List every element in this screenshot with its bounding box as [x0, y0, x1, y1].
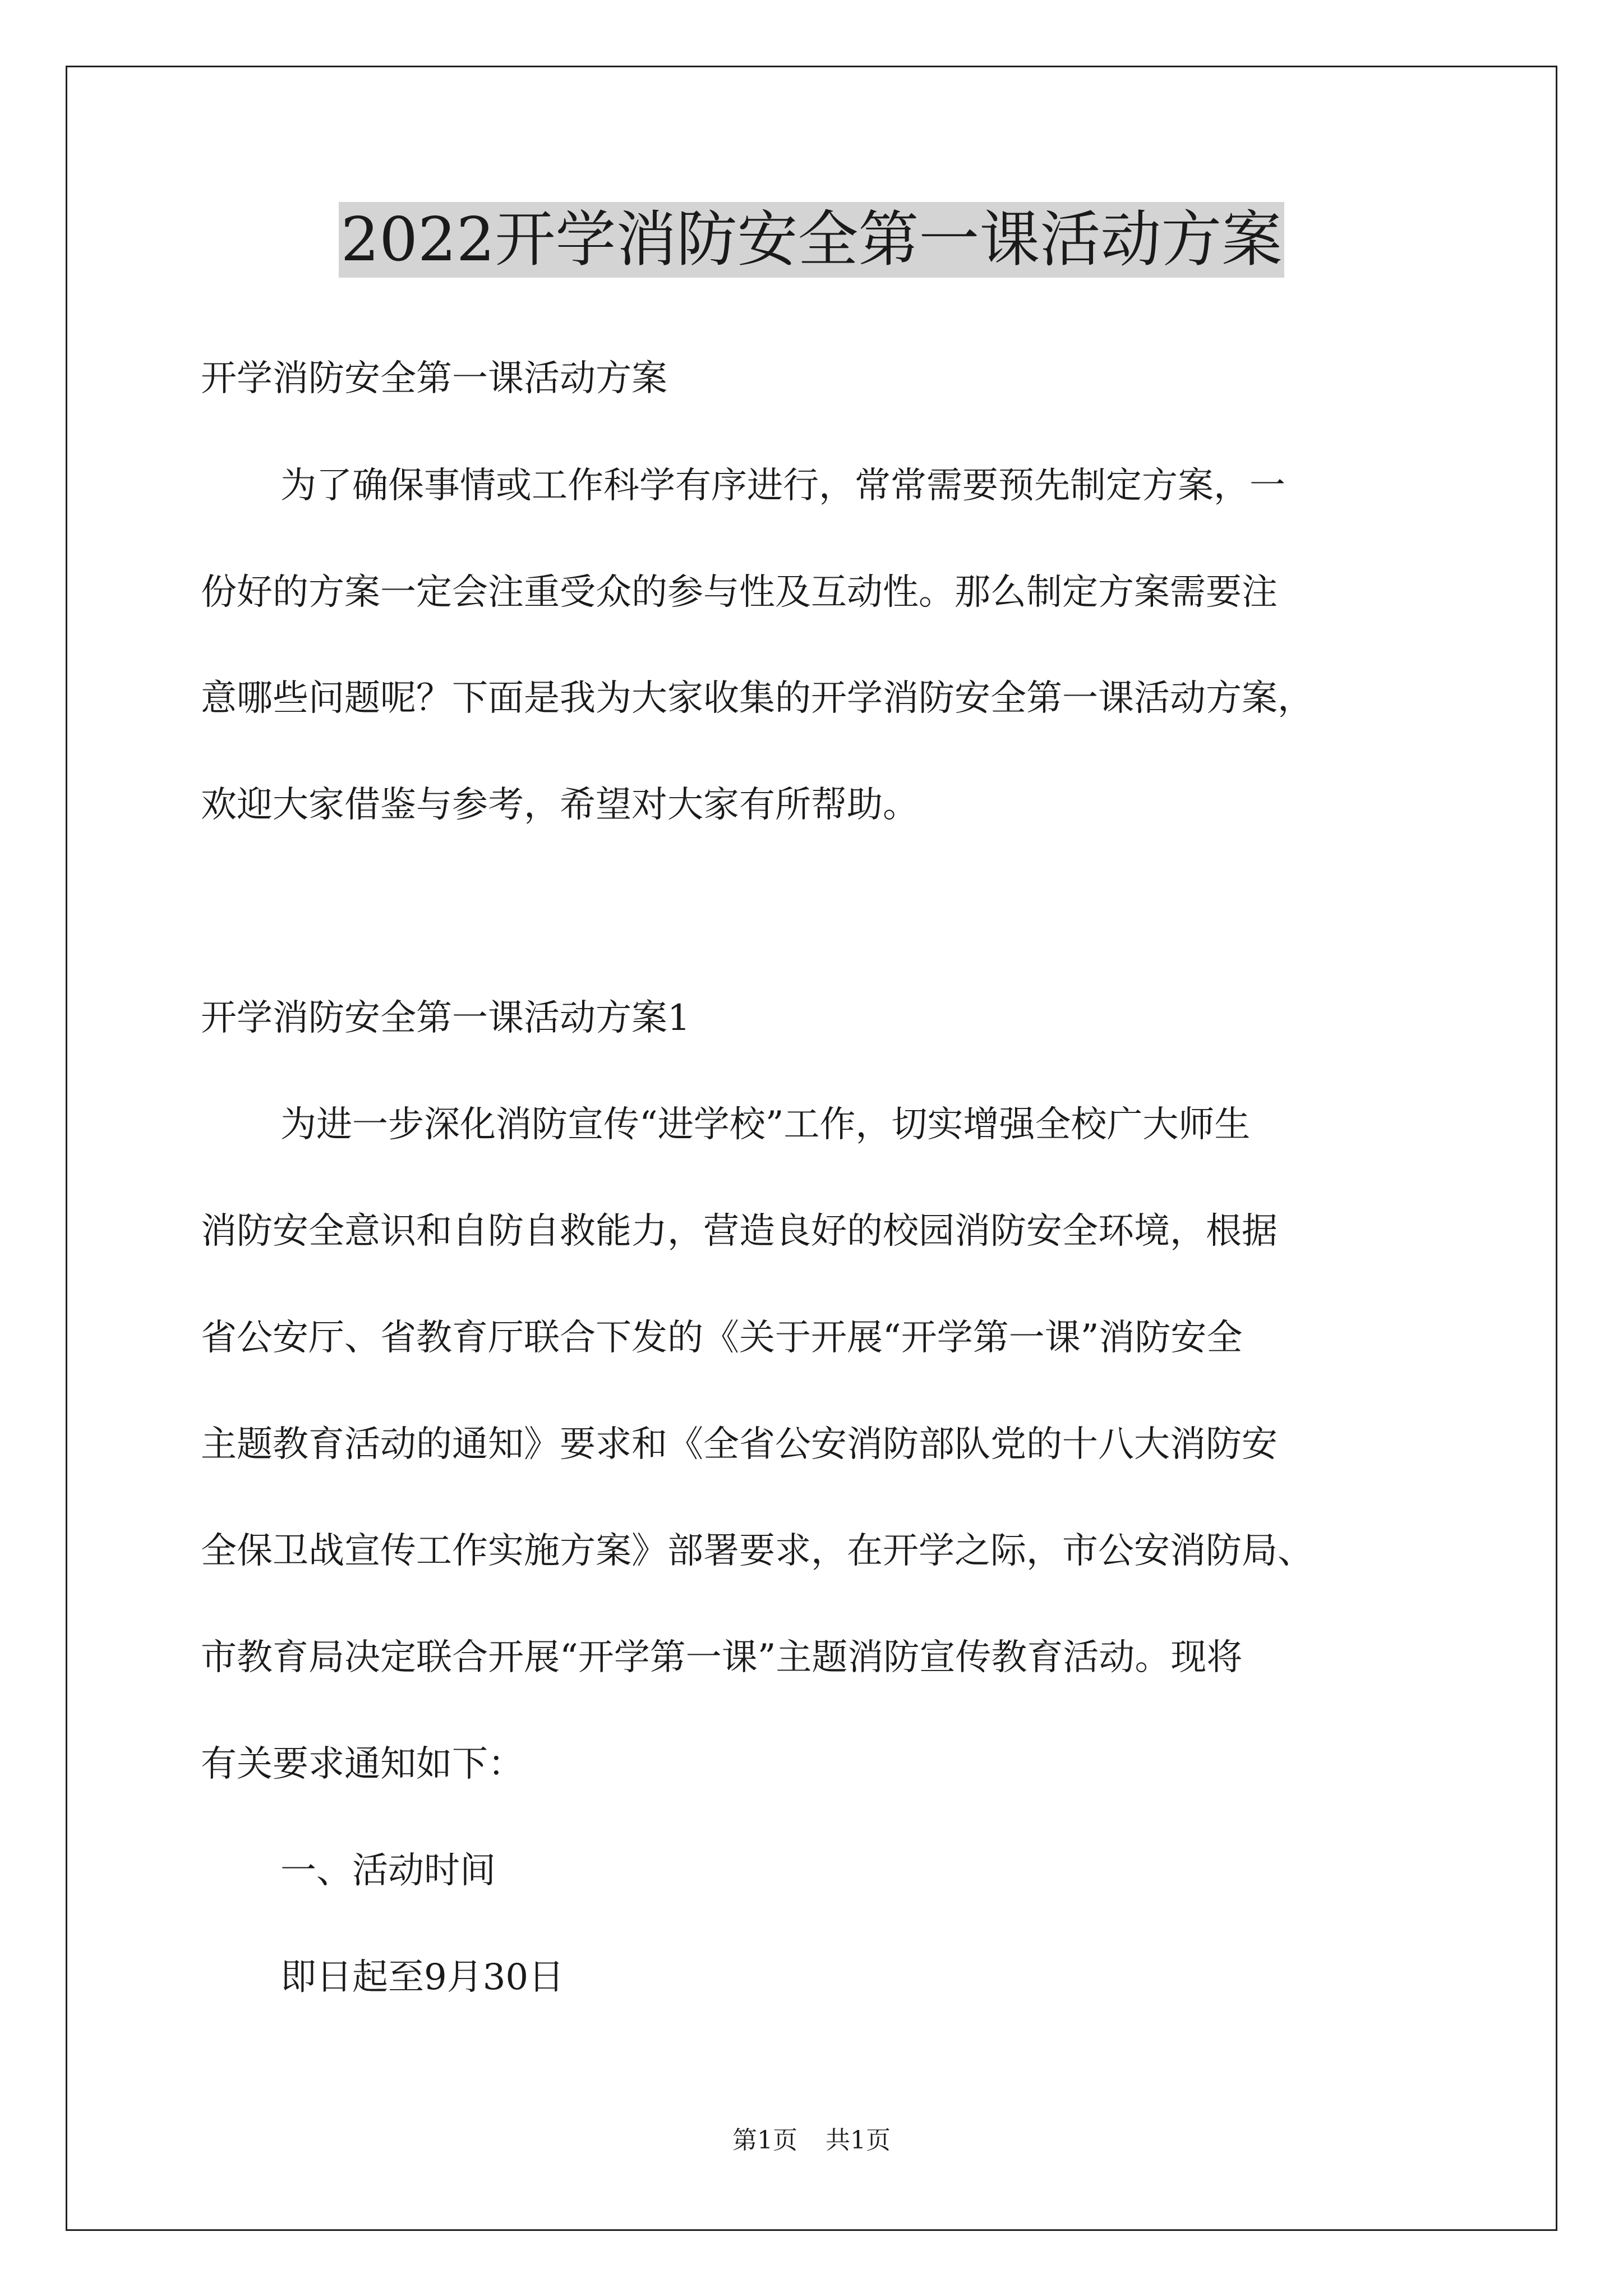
section-paragraph-line: 省公安厅、省教育厅联合下发的《关于开展“开学第一课”消防安全	[201, 1317, 1243, 1359]
section-heading: 开学消防安全第一课活动方案1	[201, 997, 690, 1039]
section-paragraph-line: 消防安全意识和自防自救能力，营造良好的校园消防安全环境，根据	[201, 1211, 1278, 1252]
item-text: 即日起至9月30日	[280, 1957, 565, 1998]
page-number: 第1页	[732, 2126, 797, 2155]
document-subtitle: 开学消防安全第一课活动方案	[201, 358, 667, 399]
section-paragraph-line: 主题教育活动的通知》要求和《全省公安消防部队党的十八大消防安	[201, 1424, 1278, 1465]
section-paragraph-line: 全保卫战宣传工作实施方案》部署要求，在开学之际，市公安消防局、	[201, 1530, 1313, 1572]
intro-line: 欢迎大家借鉴与参考，希望对大家有所帮助。	[201, 784, 919, 826]
document-title: 2022开学消防安全第一课活动方案	[339, 202, 1285, 278]
page-total: 共1页	[826, 2126, 891, 2155]
section-paragraph-line: 市教育局决定联合开展“开学第一课”主题消防宣传教育活动。现将	[201, 1637, 1243, 1678]
section-paragraph-line: 有关要求通知如下：	[201, 1743, 524, 1785]
intro-line: 意哪些问题呢？下面是我为大家收集的开学消防安全第一课活动方案，	[201, 678, 1313, 719]
intro-line: 为了确保事情或工作科学有序进行，常常需要预先制定方案，一	[280, 465, 1285, 507]
page-footer	[0, 2125, 1623, 2156]
item-heading: 一、活动时间	[280, 1850, 496, 1892]
title-block	[0, 202, 1623, 278]
section-paragraph-line: 为进一步深化消防宣传“进学校”工作，切实增强全校广大师生	[280, 1104, 1251, 1145]
intro-line: 份好的方案一定会注重受众的参与性及互动性。那么制定方案需要注	[201, 572, 1278, 613]
